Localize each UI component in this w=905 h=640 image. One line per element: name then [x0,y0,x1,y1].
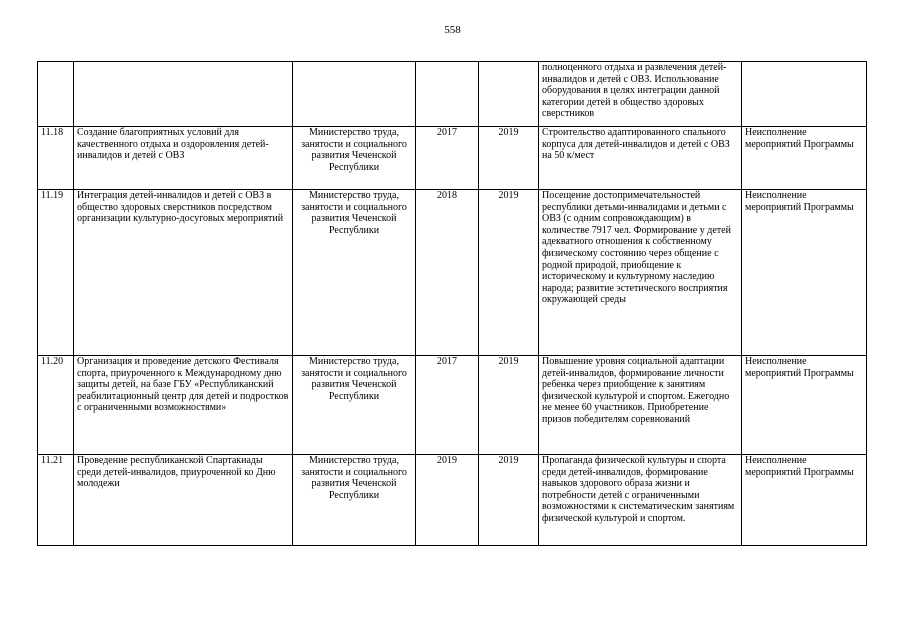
measure-name: Интеграция детей-инвалидов и детей с ОВЗ в общество здоровых сверстников посредством организации культурно-досуговых мероприятий [74,190,293,356]
measure-number: 11.18 [38,127,74,190]
page-number: 558 [444,24,461,36]
measure-number: 11.20 [38,356,74,455]
measure-name: Проведение республиканской Спартакиады среди детей-инвалидов, приуроченной ко Дню молодежи [74,455,293,546]
measure-consequence [742,62,867,127]
measure-start-year [416,62,479,127]
measure-start-year: 2018 [416,190,479,356]
measure-name: Создание благоприятных условий для качественного отдыха и оздоровления детей-инвалидов и детей с ОВЗ [74,127,293,190]
measure-number [38,62,74,127]
measure-name: Организация и проведение детского Фестиваля спорта, приуроченного к Международному дню защиты детей, на базе ГБУ «Республиканский реабилитационный центр для детей и подростков с ограниченными возможностями» [74,356,293,455]
measure-start-year: 2017 [416,127,479,190]
measure-consequence: Неисполнение мероприятий Программы [742,190,867,356]
measure-end-year: 2019 [479,455,539,546]
measure-end-year: 2019 [479,127,539,190]
table-row [38,190,867,356]
measure-name [74,62,293,127]
measure-expected-result: Посещение достопримечательностей республики детьми-инвалидами и детьми с ОВЗ (с одним сопровождающим) в количестве 7917 чел. Формирование у детей адекватного отношения к собственному физическому состоянию через общение с родной природой, приобщение к историческому и культурному наследию народа; развитие эстетического восприятия окружающей среды [539,190,742,356]
measure-consequence: Неисполнение мероприятий Программы [742,455,867,546]
measure-expected-result: Пропаганда физической культуры и спорта среди детей-инвалидов, формирование навыков здорового образа жизни и потребности детей с ограниченными возможностями к систематическим занятиям физической культурой и спортом. [539,455,742,546]
measure-expected-result: Повышение уровня социальной адаптации детей-инвалидов, формирование личности ребенка через приобщение к занятиям физической культурой и спортом. Ежегодно не менее 60 участников. Приобретение призов победителям соревнований [539,356,742,455]
measure-executor: Министерство труда, занятости и социального развития Чеченской Республики [293,356,416,455]
measure-executor: Министерство труда, занятости и социального развития Чеченской Республики [293,127,416,190]
measure-expected-result: полноценного отдыха и развлечения детей-инвалидов и детей с ОВЗ. Использование оборудования в целях интеграции данной категории детей в общество здоровых сверстников [539,62,742,127]
measure-consequence: Неисполнение мероприятий Программы [742,127,867,190]
measure-end-year: 2019 [479,356,539,455]
table-row [38,455,867,546]
measure-expected-result: Строительство адаптированного спального корпуса для детей-инвалидов и детей с ОВЗ на 50 к/мест [539,127,742,190]
measure-executor: Министерство труда, занятости и социального развития Чеченской Республики [293,455,416,546]
measure-start-year: 2019 [416,455,479,546]
measure-start-year: 2017 [416,356,479,455]
measure-number: 11.19 [38,190,74,356]
table-row [38,62,867,127]
measure-consequence: Неисполнение мероприятий Программы [742,356,867,455]
measure-executor [293,62,416,127]
table-row [38,356,867,455]
measure-executor: Министерство труда, занятости и социального развития Чеченской Республики [293,190,416,356]
program-measures-table [37,61,867,546]
table-row [38,127,867,190]
measure-end-year [479,62,539,127]
measure-end-year: 2019 [479,190,539,356]
measure-number: 11.21 [38,455,74,546]
